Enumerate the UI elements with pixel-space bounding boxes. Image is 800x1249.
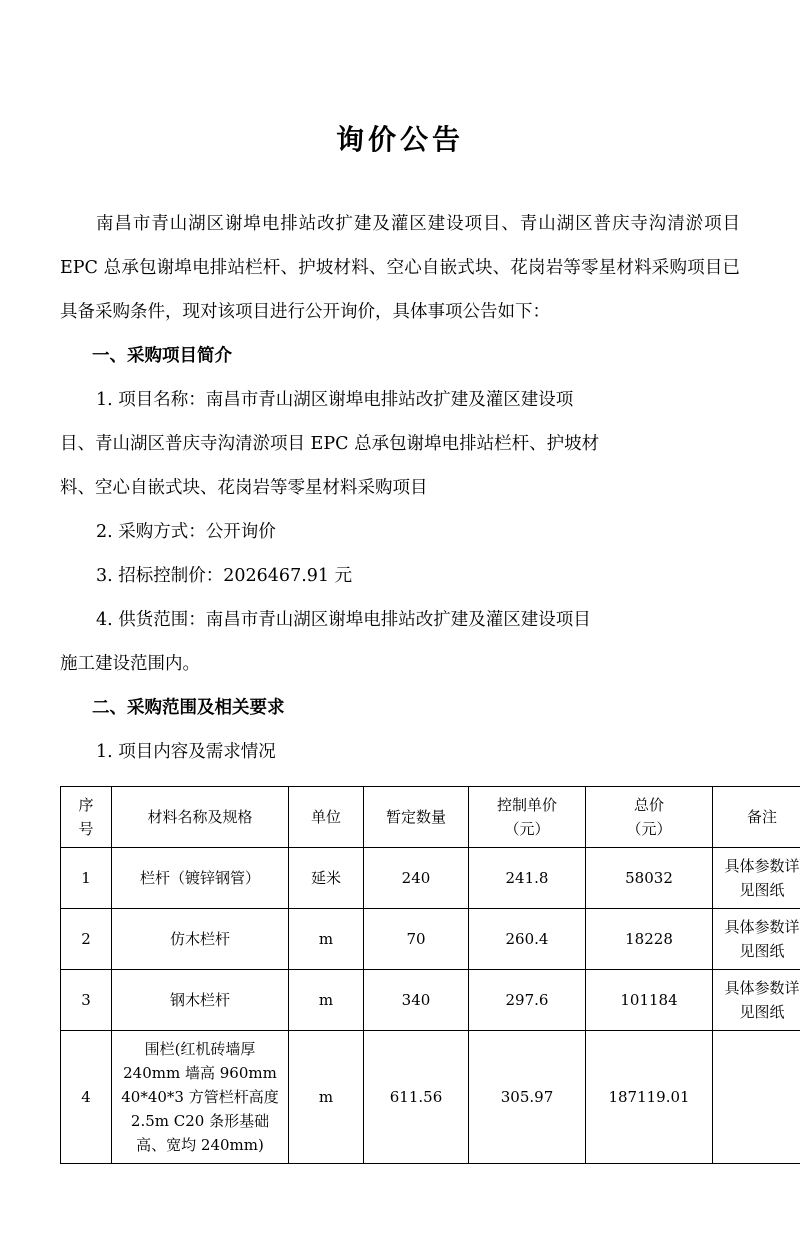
item-4-line-1: 4. 供货范围：南昌市青山湖区谢埠电排站改扩建及灌区建设项目 — [60, 598, 740, 642]
cell-unit: m — [289, 1031, 364, 1164]
section-2-item-1: 1. 项目内容及需求情况 — [60, 730, 740, 774]
cell-unit-price: 260.4 — [469, 909, 586, 970]
cell-note-line1: 具体参数详 — [717, 976, 800, 1000]
page-title: 询价公告 — [60, 118, 740, 158]
cell-quantity: 611.56 — [364, 1031, 469, 1164]
section-heading-1: 一、采购项目简介 — [60, 334, 740, 378]
item-1-line-3: 料、空心自嵌式块、花岗岩等零星材料采购项目 — [60, 466, 740, 510]
item-1-line-2: 目、青山湖区普庆寺沟清淤项目 EPC 总承包谢埠电排站栏杆、护坡材 — [60, 422, 740, 466]
cell-unit-price: 305.97 — [469, 1031, 586, 1164]
section-heading-2: 二、采购范围及相关要求 — [60, 686, 740, 730]
cell-note — [713, 909, 800, 970]
intro-paragraph: 南昌市青山湖区谢埠电排站改扩建及灌区建设项目、青山湖区普庆寺沟清淤项目 EPC 总承包谢埠电排站栏杆、护坡材料、空心自嵌式块、花岗岩等零星材料采购项目已具备采购条件，现对该项目进行公开询价，具体事项公告如下： — [60, 202, 740, 334]
column-header-index-line2: 号 — [65, 817, 107, 841]
cell-quantity: 240 — [364, 848, 469, 909]
cell-total-price: 58032 — [586, 848, 713, 909]
column-header-total-price — [586, 787, 713, 848]
cell-name: 钢木栏杆 — [112, 970, 289, 1031]
cell-note — [713, 1031, 800, 1164]
column-header-total-price-line1: 总价 — [590, 793, 708, 817]
item-4-line-2: 施工建设范围内。 — [60, 642, 740, 686]
cell-note-line2: 见图纸 — [717, 1000, 800, 1024]
table-row — [61, 848, 800, 909]
cell-note — [713, 848, 800, 909]
column-header-index-line1: 序 — [65, 793, 107, 817]
cell-quantity: 340 — [364, 970, 469, 1031]
column-header-index — [61, 787, 112, 848]
cell-note-line2: 见图纸 — [717, 878, 800, 902]
cell-note-line1: 具体参数详 — [717, 915, 800, 939]
cell-note-line2: 见图纸 — [717, 939, 800, 963]
item-1-line-1: 1. 项目名称：南昌市青山湖区谢埠电排站改扩建及灌区建设项 — [60, 378, 740, 422]
item-2: 2. 采购方式：公开询价 — [60, 510, 740, 554]
column-header-total-price-line2: （元） — [590, 817, 708, 841]
cell-name: 围栏(红机砖墙厚 240mm 墙高 960mm 40*40*3 方管栏杆高度 2.5m C20 条形基础高、宽均 240mm) — [112, 1031, 289, 1164]
table-row — [61, 970, 800, 1031]
cell-total-price: 187119.01 — [586, 1031, 713, 1164]
cell-index: 1 — [61, 848, 112, 909]
cell-index: 4 — [61, 1031, 112, 1164]
column-header-unit-price — [469, 787, 586, 848]
cell-unit: m — [289, 909, 364, 970]
table-row — [61, 1031, 800, 1164]
cell-unit: m — [289, 970, 364, 1031]
materials-table — [60, 786, 800, 1164]
cell-note-line1: 具体参数详 — [717, 854, 800, 878]
cell-note — [713, 970, 800, 1031]
column-header-unit: 单位 — [289, 787, 364, 848]
column-header-unit-price-line1: 控制单价 — [473, 793, 581, 817]
column-header-note: 备注 — [713, 787, 800, 848]
cell-unit-price: 241.8 — [469, 848, 586, 909]
cell-index: 2 — [61, 909, 112, 970]
document-body — [60, 202, 740, 1164]
item-3: 3. 招标控制价：2026467.91 元 — [60, 554, 740, 598]
cell-quantity: 70 — [364, 909, 469, 970]
table-row — [61, 909, 800, 970]
column-header-unit-price-line2: （元） — [473, 817, 581, 841]
column-header-quantity: 暂定数量 — [364, 787, 469, 848]
cell-total-price: 18228 — [586, 909, 713, 970]
cell-name: 仿木栏杆 — [112, 909, 289, 970]
table-header-row — [61, 787, 800, 848]
cell-index: 3 — [61, 970, 112, 1031]
column-header-name: 材料名称及规格 — [112, 787, 289, 848]
cell-unit: 延米 — [289, 848, 364, 909]
cell-name: 栏杆（镀锌钢管） — [112, 848, 289, 909]
cell-unit-price: 297.6 — [469, 970, 586, 1031]
cell-total-price: 101184 — [586, 970, 713, 1031]
document-page — [0, 118, 800, 1249]
